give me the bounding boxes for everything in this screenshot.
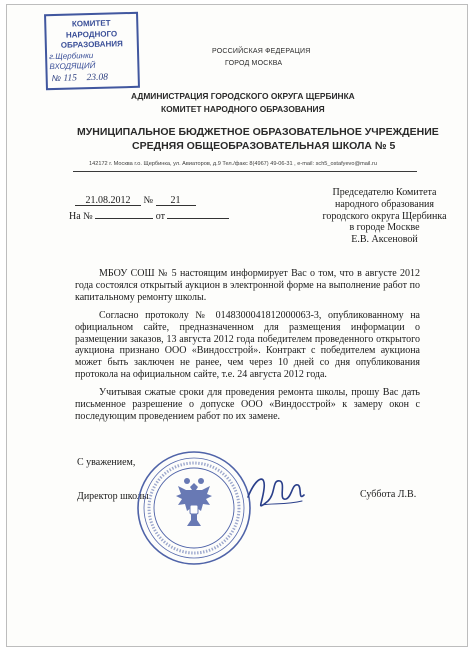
letter-body — [75, 268, 420, 429]
outgoing-reference — [75, 195, 196, 206]
reply-number-blank — [95, 208, 153, 219]
body-paragraph-3: Учитывая сжатые сроки для проведения ремонта школы, прошу Вас дать письменное разрешение о допуске ООО «Виндосстрой» к замеру окон с последующим проведением работ по их замене. — [75, 387, 420, 422]
stamp-line-4: ВХОДЯЩИЙ — [49, 61, 96, 72]
body-paragraph-1: МБОУ СОШ № 5 настоящим информирует Вас о том, что в августе 2012 года состоялся открытый аукцион в электронной форме на выполнение работ по капитальному ремонту школы. — [75, 268, 420, 303]
stamp-no-value: 115 — [63, 73, 78, 84]
addressee-line: Е.В. Аксеновой — [351, 234, 418, 246]
addressee-line: городского округа Щербинка — [322, 210, 447, 222]
reply-from-label: от — [155, 211, 165, 222]
document-page — [6, 4, 468, 647]
addressee-line: народного образования — [334, 198, 435, 210]
stamp-date-value: 23.08 — [86, 72, 109, 84]
letterhead-country: РОССИЙСКАЯ ФЕДЕРАЦИЯ — [212, 48, 311, 55]
round-seal-icon — [135, 449, 253, 567]
letterhead-city: ГОРОД МОСКВА — [225, 60, 283, 67]
body-paragraph-2: Согласно протоколу № 0148300041812000063-3, опубликованному на официальном сайте, предназначенном для размещения информации о размещении заказов, 13 августа 2012 года победителем проведенного открытого аукциона признано ООО «Виндосстрой». Контракт с победителем аукциона может быть заключен не ранее, чем через 10 дней со дня опубликования протокола на официальном сайте, т.е. 24 августа 2012 года. — [75, 309, 420, 381]
signer-name: Суббота Л.В. — [360, 489, 417, 500]
stamp-number-row — [48, 71, 138, 85]
outgoing-date: 21.08.2012 — [75, 195, 141, 206]
stamp-no-label: № — [51, 72, 62, 84]
incoming-registration-stamp — [44, 12, 140, 90]
stamp-line-2: ОБРАЗОВАНИЯ — [60, 39, 123, 50]
closing-regards: С уважением, — [77, 457, 136, 468]
reply-date-blank — [167, 208, 229, 219]
letterhead-committee: КОМИТЕТ НАРОДНОГО ОБРАЗОВАНИЯ — [161, 104, 325, 114]
stamp-line-1: КОМИТЕТ НАРОДНОГО — [65, 18, 118, 40]
letterhead-address: 142172 г. Москва г.о. Щербинка, ул. Авиаторов, д.9 Тел./факс 8(4967) 49-06-31 , e-mail: sch5_ostafyevo@mail.ru — [89, 161, 377, 167]
letterhead-school-line-2: СРЕДНЯЯ ОБЩЕОБРАЗОВАТЕЛЬНАЯ ШКОЛА № 5 — [132, 140, 396, 152]
letterhead-school-line-1: МУНИЦИПАЛЬНОЕ БЮДЖЕТНОЕ ОБРАЗОВАТЕЛЬНОЕ УЧРЕЖДЕНИЕ — [77, 126, 439, 138]
addressee-line: в городе Москве — [349, 222, 420, 234]
signer-position: Директор школы — [77, 491, 149, 502]
outgoing-no-label: № — [143, 195, 154, 206]
handwritten-signature-icon — [242, 467, 312, 515]
outgoing-number: 21 — [156, 195, 196, 206]
letterhead-divider — [73, 171, 417, 172]
reply-label: На № — [69, 211, 93, 222]
addressee-block — [317, 187, 452, 246]
reply-reference — [69, 208, 229, 222]
letterhead-administration: АДМИНИСТРАЦИЯ ГОРОДСКОГО ОКРУГА ЩЕРБИНКА — [131, 91, 355, 101]
stamp-line-3: г.Щербинки — [49, 50, 94, 61]
addressee-line: Председателю Комитета — [332, 187, 437, 198]
